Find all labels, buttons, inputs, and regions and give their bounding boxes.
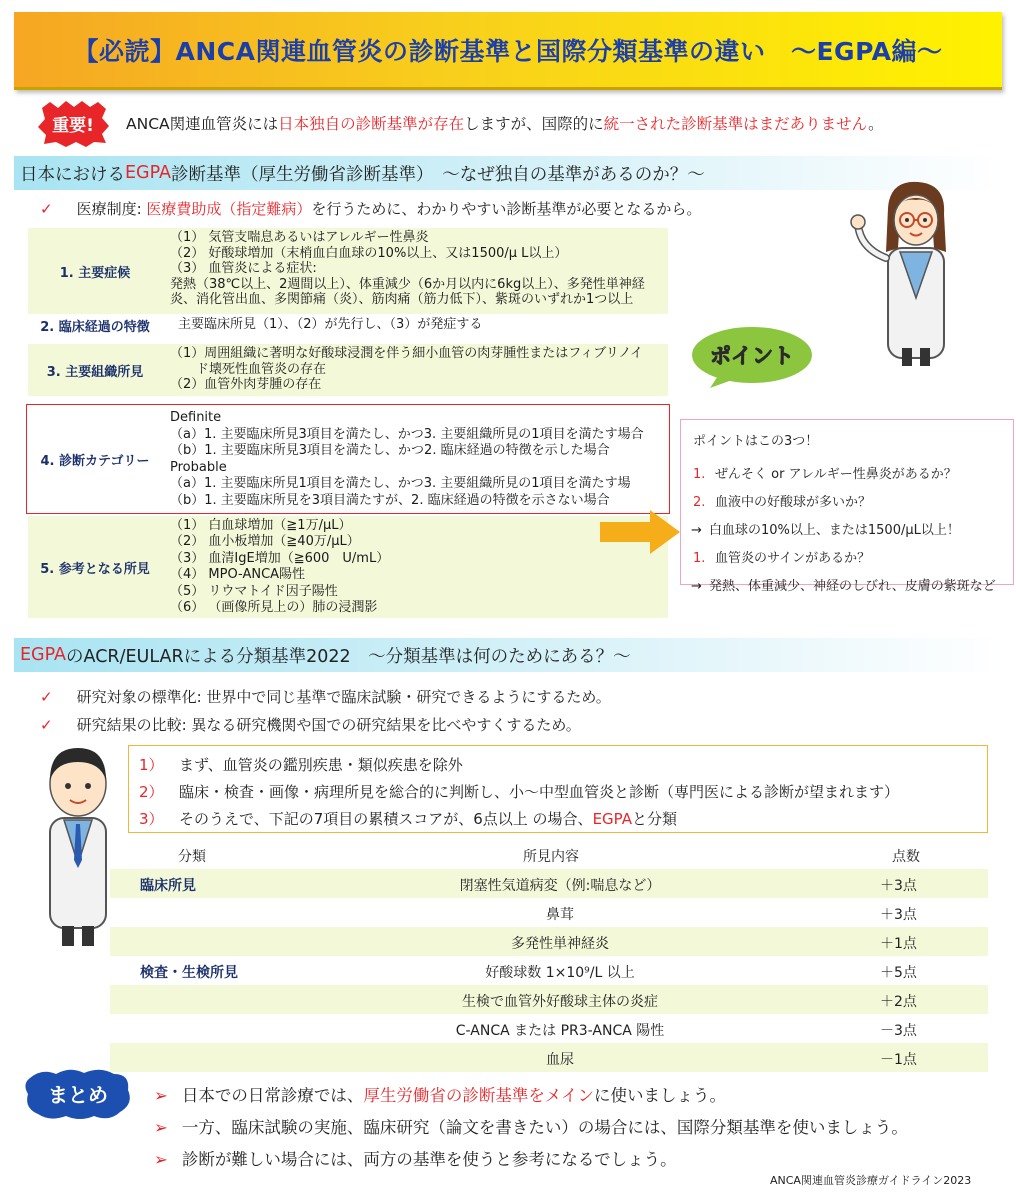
summary-badge-text: まとめ bbox=[48, 1083, 108, 1107]
point-item bbox=[691, 575, 1001, 594]
acr-step-tail: と分類 bbox=[632, 810, 678, 828]
acr-step-text: まず、血管炎の鑑別疾患・類似疾患を除外 bbox=[179, 756, 463, 774]
criteria-line: （a）1. 主要臨床所見3項目を満たし、かつ3. 主要組織所見の1項目を満たす場合 bbox=[170, 426, 644, 442]
score-row bbox=[110, 956, 988, 985]
score-points: ＋3点 bbox=[880, 907, 917, 923]
score-finding: 多発性単神経炎 bbox=[511, 936, 609, 952]
arrow-right-icon: → bbox=[691, 523, 702, 538]
criteria-label: 2. 臨床経過の特徴 bbox=[40, 319, 150, 335]
important-notice bbox=[126, 112, 884, 134]
criteria-body bbox=[170, 346, 664, 393]
acr-section-header bbox=[14, 638, 1002, 672]
japan-header-text-2: EGPA bbox=[125, 163, 172, 183]
criteria-row-1 bbox=[28, 228, 668, 314]
check-icon: ✓ bbox=[40, 688, 53, 706]
criteria-line: （3） 血管炎による症状: bbox=[170, 261, 317, 277]
score-row bbox=[110, 869, 988, 898]
japan-check-line bbox=[40, 198, 701, 219]
criteria-line: （6） （画像所見上の）肺の浸潤影 bbox=[170, 600, 378, 616]
criteria-line: （5） リウマトイド因子陽性 bbox=[170, 583, 338, 599]
acr-step-text: 臨床・検査・画像・病理所見を総合的に判断し、小～中型血管炎と診断（専門医による診断が望まれます） bbox=[179, 783, 900, 801]
title-banner bbox=[14, 12, 1002, 90]
criteria-line: Definite bbox=[170, 410, 222, 425]
point-item-text: 発熱、体重減少、神経のしびれ、皮膚の紫斑など bbox=[709, 579, 996, 594]
score-points: ＋5点 bbox=[880, 965, 917, 981]
important-badge-text: 重要! bbox=[52, 116, 94, 136]
acr-check-text: 研究結果の比較: 異なる研究機関や国での研究結果を比べやすくするため。 bbox=[76, 716, 581, 734]
point-item bbox=[693, 463, 1001, 482]
criteria-label: 4. 診断カテゴリー bbox=[40, 453, 150, 469]
score-row bbox=[110, 985, 988, 1014]
score-header-points: 点数 bbox=[892, 849, 920, 865]
point-item bbox=[691, 519, 1001, 538]
score-header-finding: 所見内容 bbox=[523, 849, 579, 865]
arrow-right-icon: → bbox=[691, 579, 702, 594]
point-item bbox=[693, 547, 1001, 566]
important-text-1: ANCA関連血管炎には bbox=[126, 115, 279, 133]
criteria-line: （2） 血小板増加（≧40万/μL） bbox=[170, 534, 360, 550]
point-item-number: 1. bbox=[693, 551, 706, 566]
japan-check-text-1: 医療制度: bbox=[76, 200, 147, 218]
criteria-line: Probable bbox=[170, 459, 227, 475]
score-header-category: 分類 bbox=[178, 849, 206, 865]
summary-line-1 bbox=[154, 1082, 726, 1106]
criteria-line: （1）周囲組織に著明な好酸球浸潤を伴う細小血管の肉芽腫性またはフィブリノイ bbox=[170, 346, 644, 361]
score-finding: 血尿 bbox=[546, 1052, 574, 1068]
criteria-line: （2）血管外肉芽腫の存在 bbox=[170, 377, 322, 393]
score-points: ＋3点 bbox=[880, 878, 917, 894]
acr-step bbox=[139, 752, 977, 779]
important-badge-icon bbox=[36, 100, 110, 148]
point-badge-text: ポイント bbox=[710, 344, 794, 368]
acr-step-number: 3） bbox=[139, 810, 164, 828]
acr-step-text: そのうえで、下記の7項目の累積スコアが、6点以上 の場合、 bbox=[179, 810, 593, 828]
score-finding: 好酸球数 1×10⁹/L 以上 bbox=[485, 965, 635, 981]
important-text-3: しますが、国際的に bbox=[464, 115, 604, 133]
criteria-label: 1. 主要症候 bbox=[59, 265, 131, 281]
score-category: 検査・生検所見 bbox=[140, 965, 238, 981]
point-item-number: 1. bbox=[693, 467, 706, 482]
summary-text: 日本での日常診療では、 bbox=[181, 1086, 364, 1105]
japan-check-text-3: を行うために、わかりやすい診断基準が必要となるから。 bbox=[311, 200, 702, 218]
criteria-body bbox=[170, 518, 664, 616]
summary-line-3 bbox=[154, 1146, 677, 1170]
score-points: －1点 bbox=[880, 1052, 917, 1068]
summary-highlight: 厚生労働省の診断基準をメイン bbox=[363, 1086, 594, 1105]
point-badge-icon bbox=[688, 324, 816, 390]
acr-step bbox=[139, 806, 977, 833]
important-text-5: 。 bbox=[868, 115, 884, 133]
male-doctor-illustration-icon bbox=[36, 740, 120, 950]
bullet-arrow-icon: ➢ bbox=[154, 1150, 168, 1169]
criteria-row-2 bbox=[28, 316, 668, 334]
summary-line-2 bbox=[154, 1114, 908, 1138]
important-text-2: 日本独自の診断基準が存在 bbox=[278, 115, 465, 133]
criteria-line: 炎、消化管出血、多関節痛（炎）、筋肉痛（筋力低下）、紫斑のいずれか1つ以上 bbox=[170, 292, 634, 308]
score-finding: 生検で血管外好酸球主体の炎症 bbox=[462, 994, 658, 1010]
summary-text: 診断が難しい場合には、両方の基準を使うと参考になるでしょう。 bbox=[181, 1150, 677, 1169]
acr-check-text: 研究対象の標準化: 世界中で同じ基準で臨床試験・研究できるようにするため。 bbox=[76, 688, 611, 706]
criteria-row-3 bbox=[28, 344, 668, 396]
page-title: 【必読】ANCA関連血管炎の診断基準と国際分類基準の違い ～EGPA編～ bbox=[73, 36, 943, 66]
point-item-number: 2. bbox=[693, 495, 706, 510]
summary-badge-icon bbox=[22, 1066, 134, 1122]
acr-header-text-2: のACR/EULARによる分類基準2022 ～分類基準は何のためにある？～ bbox=[66, 646, 631, 667]
score-finding: 閉塞性気道病変（例:喘息など） bbox=[459, 878, 661, 894]
bullet-arrow-icon: ➢ bbox=[154, 1086, 168, 1105]
score-finding: C-ANCA または PR3-ANCA 陽性 bbox=[455, 1023, 665, 1039]
diagnosis-category-highlight bbox=[26, 404, 670, 514]
check-icon: ✓ bbox=[40, 200, 53, 218]
criteria-line: （1） 気管支喘息あるいはアレルギー性鼻炎 bbox=[170, 230, 429, 245]
big-arrow-right-icon bbox=[600, 510, 682, 554]
summary-text: 一方、臨床試験の実施、臨床研究（論文を書きたい）の場合には、国際分類基準を使いましょう。 bbox=[181, 1118, 908, 1137]
acr-step-highlight: EGPA bbox=[592, 810, 633, 828]
bullet-arrow-icon: ➢ bbox=[154, 1118, 168, 1137]
score-row bbox=[110, 1014, 988, 1043]
criteria-line: （b）1. 主要臨床所見3項目を満たし、かつ2. 臨床経過の特徴を示した場合 bbox=[170, 443, 610, 458]
acr-check-line-2 bbox=[40, 714, 581, 735]
point-item-text: ぜんそく or アレルギー性鼻炎があるか？ bbox=[715, 467, 957, 482]
score-finding: 鼻茸 bbox=[546, 907, 574, 923]
acr-step-number: 1） bbox=[139, 756, 164, 774]
criteria-row-5 bbox=[28, 516, 668, 618]
acr-step bbox=[139, 779, 977, 806]
criteria-line: 主要臨床所見（1）、（2）が先行し、（3）が発症する bbox=[178, 317, 483, 332]
japan-check-text-2: 医療費助成（指定難病） bbox=[146, 200, 312, 218]
summary-text: に使いましょう。 bbox=[594, 1086, 726, 1105]
point-item-text: 白血球の10%以上、または1500/μL以上！ bbox=[709, 523, 960, 538]
check-icon: ✓ bbox=[40, 716, 53, 734]
important-text-4: 統一された診断基準はまだありません bbox=[603, 115, 869, 133]
criteria-label: 3. 主要組織所見 bbox=[46, 364, 144, 380]
point-item bbox=[693, 491, 1001, 510]
female-doctor-illustration-icon bbox=[840, 178, 980, 368]
score-points: ＋1点 bbox=[880, 936, 917, 952]
point-item-text: 血液中の好酸球が多いか？ bbox=[715, 495, 872, 510]
score-points: ＋2点 bbox=[880, 994, 917, 1010]
footer-source: ANCA関連血管炎診療ガイドライン2023 bbox=[770, 1174, 972, 1187]
criteria-line: （b）1. 主要臨床所見を3項目満たすが、2. 臨床経過の特徴を示さない場合 bbox=[170, 492, 610, 508]
criteria-line: （4） MPO-ANCA陽性 bbox=[170, 567, 306, 583]
criteria-line: （a）1. 主要臨床所見1項目を満たし、かつ3. 主要組織所見の1項目を満たす場 bbox=[170, 476, 631, 491]
point-box-heading: ポイントはこの3つ！ bbox=[693, 434, 819, 449]
criteria-line: 発熱（38℃以上、2週間以上）、体重減少（6か月以内に6kg以上）、多発性単神経 bbox=[170, 276, 645, 292]
acr-check-line-1 bbox=[40, 686, 611, 707]
score-row bbox=[110, 898, 988, 927]
criteria-line: （2） 好酸球増加（末梢血白血球の10%以上、又は1500/μ L以上） bbox=[170, 245, 568, 261]
acr-header-text-1: EGPA bbox=[20, 645, 67, 665]
acr-step-number: 2） bbox=[139, 783, 164, 801]
score-row bbox=[110, 927, 988, 956]
criteria-body bbox=[170, 230, 664, 308]
score-category: 臨床所見 bbox=[140, 878, 196, 894]
japan-header-text-1: 日本における bbox=[20, 164, 125, 185]
score-points: －3点 bbox=[880, 1023, 917, 1039]
point-box bbox=[680, 419, 1014, 594]
criteria-line: （1） 白血球増加（≧1万/μL） bbox=[170, 518, 352, 533]
japan-header-text-3: 診断基準（厚生労働省診断基準） ～なぜ独自の基準があるのか？～ bbox=[171, 164, 705, 185]
criteria-line: ド壊死性血管炎の存在 bbox=[170, 361, 327, 377]
criteria-line: （3） 血清IgE増加（≧600 U/mL） bbox=[170, 550, 390, 566]
criteria-body bbox=[178, 317, 664, 333]
criteria-label: 5. 参考となる所見 bbox=[40, 561, 150, 577]
point-item-text: 血管炎のサインがあるか？ bbox=[715, 551, 871, 566]
acr-steps-box bbox=[128, 745, 988, 833]
score-row bbox=[110, 1043, 988, 1072]
